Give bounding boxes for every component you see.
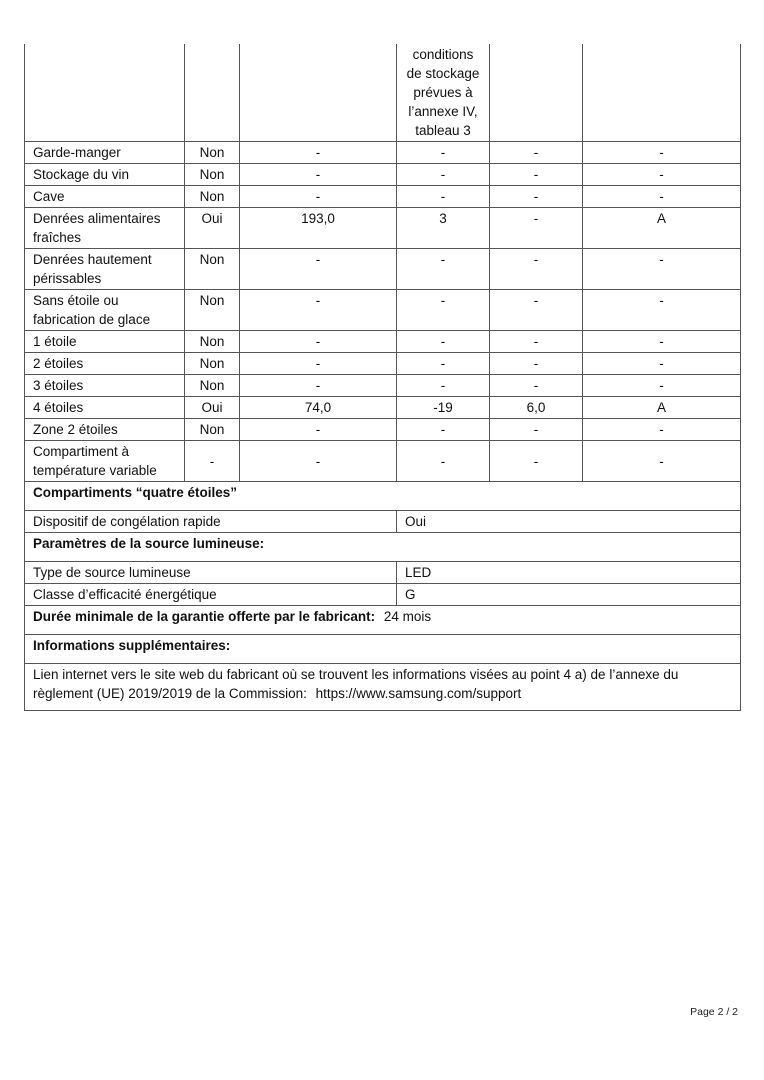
compartment-name: 3 étoiles bbox=[25, 375, 185, 397]
volume-cell: - bbox=[240, 290, 397, 331]
warranty-value: 24 mois bbox=[383, 609, 432, 624]
temperature-cell: - bbox=[397, 142, 490, 164]
freezing-capacity-cell: - bbox=[490, 208, 583, 249]
info-text: Lien internet vers le site web du fabricant où se trouvent les informations visées au point 4 a) de l’annexe du règlement (UE) 2019/2019 de la Commission: bbox=[33, 667, 679, 701]
compartment-row bbox=[25, 353, 741, 375]
temperature-cell: - bbox=[397, 331, 490, 353]
compartment-row bbox=[25, 142, 741, 164]
header-cell-empty bbox=[185, 44, 240, 142]
freezing-capacity-cell: - bbox=[490, 164, 583, 186]
light-type-label: Type de source lumineuse bbox=[25, 562, 397, 584]
light-type-row bbox=[25, 562, 741, 584]
volume-cell: - bbox=[240, 331, 397, 353]
header-line: tableau 3 bbox=[415, 123, 471, 138]
header-line: l’annexe IV, bbox=[408, 104, 478, 119]
climate-class-cell: A bbox=[583, 208, 741, 249]
temperature-cell: - bbox=[397, 249, 490, 290]
volume-cell: 193,0 bbox=[240, 208, 397, 249]
climate-class-cell: - bbox=[583, 164, 741, 186]
light-heading: Paramètres de la source lumineuse: bbox=[25, 533, 741, 562]
climate-class-cell: - bbox=[583, 375, 741, 397]
light-class-row bbox=[25, 584, 741, 606]
warranty-cell bbox=[25, 606, 741, 635]
info-heading-row bbox=[25, 635, 741, 664]
volume-cell: - bbox=[240, 186, 397, 208]
present-cell: Non bbox=[185, 375, 240, 397]
page-number: Page 2 / 2 bbox=[690, 1006, 738, 1018]
light-heading-row bbox=[25, 533, 741, 562]
freezing-capacity-cell: - bbox=[490, 441, 583, 482]
compartment-name: 1 étoile bbox=[25, 331, 185, 353]
compartment-name: Stockage du vin bbox=[25, 164, 185, 186]
header-line: de stockage bbox=[406, 66, 480, 81]
freezing-capacity-cell: - bbox=[490, 419, 583, 441]
present-cell: Non bbox=[185, 353, 240, 375]
temperature-cell: - bbox=[397, 164, 490, 186]
light-type-value: LED bbox=[397, 562, 741, 584]
header-continuation-row bbox=[25, 44, 741, 142]
present-cell: Non bbox=[185, 164, 240, 186]
compartment-row bbox=[25, 441, 741, 482]
compartment-name: 4 étoiles bbox=[25, 397, 185, 419]
compartment-name: Garde-manger bbox=[25, 142, 185, 164]
volume-cell: - bbox=[240, 164, 397, 186]
fast-freeze-label: Dispositif de congélation rapide bbox=[25, 511, 397, 533]
compartment-row bbox=[25, 419, 741, 441]
climate-class-cell: - bbox=[583, 290, 741, 331]
temperature-cell: - bbox=[397, 375, 490, 397]
compartment-name: Cave bbox=[25, 186, 185, 208]
header-line: conditions bbox=[412, 47, 474, 62]
volume-cell: - bbox=[240, 249, 397, 290]
freezing-capacity-cell: - bbox=[490, 353, 583, 375]
temperature-cell: - bbox=[397, 290, 490, 331]
info-text-cell bbox=[25, 664, 741, 711]
present-cell: Non bbox=[185, 419, 240, 441]
volume-cell: - bbox=[240, 353, 397, 375]
climate-class-cell: - bbox=[583, 186, 741, 208]
compartment-name: Compartiment à température variable bbox=[25, 441, 185, 482]
climate-class-cell: - bbox=[583, 142, 741, 164]
present-cell: Non bbox=[185, 142, 240, 164]
header-cell-empty bbox=[25, 44, 185, 142]
climate-class-cell: - bbox=[583, 441, 741, 482]
volume-cell: - bbox=[240, 375, 397, 397]
present-cell: Non bbox=[185, 186, 240, 208]
info-text-row bbox=[25, 664, 741, 711]
freezing-capacity-cell: - bbox=[490, 186, 583, 208]
header-line: prévues à bbox=[413, 85, 473, 100]
fast-freeze-value: Oui bbox=[397, 511, 741, 533]
climate-class-cell: - bbox=[583, 419, 741, 441]
header-cell-empty bbox=[240, 44, 397, 142]
volume-cell: 74,0 bbox=[240, 397, 397, 419]
header-cell-storage-conditions bbox=[397, 44, 490, 142]
compartment-row bbox=[25, 208, 741, 249]
temperature-cell: - bbox=[397, 186, 490, 208]
present-cell: Non bbox=[185, 249, 240, 290]
compartment-row bbox=[25, 164, 741, 186]
volume-cell: - bbox=[240, 419, 397, 441]
light-class-value: G bbox=[397, 584, 741, 606]
freezing-capacity-cell: - bbox=[490, 142, 583, 164]
compartment-name: 2 étoiles bbox=[25, 353, 185, 375]
temperature-cell: -19 bbox=[397, 397, 490, 419]
light-class-label: Classe d’efficacité énergétique bbox=[25, 584, 397, 606]
climate-class-cell: - bbox=[583, 249, 741, 290]
temperature-cell: 3 bbox=[397, 208, 490, 249]
temperature-cell: - bbox=[397, 419, 490, 441]
climate-class-cell: - bbox=[583, 353, 741, 375]
volume-cell: - bbox=[240, 142, 397, 164]
compartment-row bbox=[25, 375, 741, 397]
warranty-label: Durée minimale de la garantie offerte par le fabricant: bbox=[33, 609, 376, 624]
manufacturer-url[interactable]: https://www.samsung.com/support bbox=[315, 686, 522, 701]
present-cell: Oui bbox=[185, 397, 240, 419]
present-cell: Non bbox=[185, 331, 240, 353]
temperature-cell: - bbox=[397, 441, 490, 482]
freezing-capacity-cell: - bbox=[490, 375, 583, 397]
four-star-heading-row bbox=[25, 482, 741, 511]
compartment-row bbox=[25, 331, 741, 353]
climate-class-cell: A bbox=[583, 397, 741, 419]
freezing-capacity-cell: - bbox=[490, 290, 583, 331]
compartment-row bbox=[25, 186, 741, 208]
present-cell: - bbox=[185, 441, 240, 482]
compartment-row bbox=[25, 397, 741, 419]
fast-freeze-row bbox=[25, 511, 741, 533]
volume-cell: - bbox=[240, 441, 397, 482]
compartment-row bbox=[25, 249, 741, 290]
header-cell-empty bbox=[490, 44, 583, 142]
product-info-table bbox=[24, 44, 741, 711]
compartment-name: Sans étoile ou fabrication de glace bbox=[25, 290, 185, 331]
present-cell: Oui bbox=[185, 208, 240, 249]
temperature-cell: - bbox=[397, 353, 490, 375]
present-cell: Non bbox=[185, 290, 240, 331]
freezing-capacity-cell: - bbox=[490, 331, 583, 353]
compartment-row bbox=[25, 290, 741, 331]
compartment-name: Denrées hautement périssables bbox=[25, 249, 185, 290]
info-heading: Informations supplémentaires: bbox=[25, 635, 741, 664]
compartment-name: Zone 2 étoiles bbox=[25, 419, 185, 441]
four-star-heading: Compartiments “quatre étoiles” bbox=[25, 482, 741, 511]
warranty-row bbox=[25, 606, 741, 635]
compartment-name: Denrées alimentaires fraîches bbox=[25, 208, 185, 249]
freezing-capacity-cell: - bbox=[490, 249, 583, 290]
header-cell-empty bbox=[583, 44, 741, 142]
climate-class-cell: - bbox=[583, 331, 741, 353]
freezing-capacity-cell: 6,0 bbox=[490, 397, 583, 419]
